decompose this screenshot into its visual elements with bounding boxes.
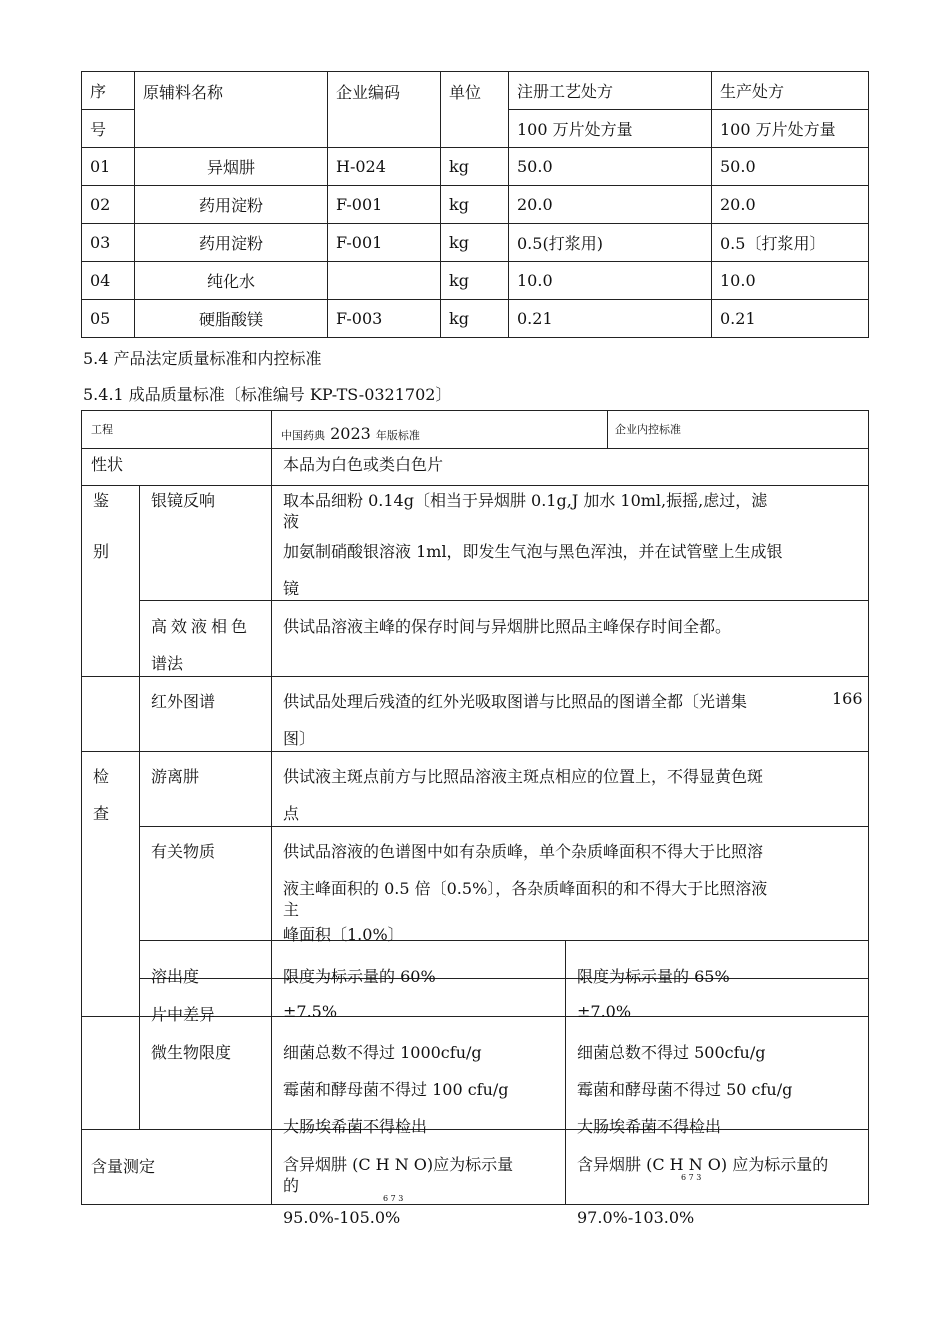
- table-row: [82, 224, 869, 262]
- header-unit: 单位: [441, 72, 509, 148]
- row-code: F-001: [328, 224, 441, 262]
- microbial-limit-label: 微生物限度: [151, 1043, 232, 1062]
- silver-mirror-line-2: 液: [283, 512, 300, 531]
- table-border: [81, 1129, 869, 1130]
- table-border: [139, 485, 140, 1129]
- appearance-text: 本品为白色或类白色片: [283, 455, 444, 474]
- header-production-recipe: 生产处方: [712, 72, 869, 110]
- spec-header-pharmacopoeia: [281, 424, 420, 443]
- row-name: 异烟肼: [135, 148, 328, 186]
- pharmacopoeia-year: 2023: [330, 424, 371, 443]
- row-prod: 50.0: [712, 148, 869, 186]
- table-border: [139, 826, 869, 827]
- assay-internal-subscripts: 6 7 3: [681, 1173, 702, 1182]
- row-reg: 10.0: [509, 262, 712, 300]
- table-row: [82, 300, 869, 338]
- table-border: [139, 940, 869, 941]
- row-no: 03: [82, 224, 135, 262]
- free-hydrazine-line-2: 点: [283, 804, 300, 823]
- pharmacopoeia-label: 中国药典: [281, 429, 325, 442]
- check-label-1: 检: [93, 767, 110, 786]
- microbial-internal-line-3: 大肠埃希菌不得检出: [577, 1117, 722, 1136]
- section-heading-5-4: 5.4 产品法定质量标准和内控标准: [83, 349, 322, 368]
- weight-variation-label: 片中差异: [151, 1005, 216, 1024]
- header-production-qty: 100 万片处方量: [712, 110, 869, 148]
- free-hydrazine-label: 游离肼: [151, 767, 200, 786]
- row-no: 02: [82, 186, 135, 224]
- related-substances-line-4: 峰面积〔1.0%〕: [283, 925, 404, 944]
- row-prod: 10.0: [712, 262, 869, 300]
- header-company-code: 企业编码: [328, 72, 441, 148]
- row-reg: 20.0: [509, 186, 712, 224]
- table-header-row: [82, 72, 869, 110]
- row-no: 04: [82, 262, 135, 300]
- row-name: 药用淀粉: [135, 224, 328, 262]
- microbial-internal-line-2: 霉菌和酵母菌不得过 50 cfu/g: [577, 1080, 793, 1099]
- row-unit: kg: [441, 300, 509, 338]
- row-reg: 0.21: [509, 300, 712, 338]
- row-reg: 0.5(打浆用): [509, 224, 712, 262]
- table-border: [565, 940, 566, 1205]
- assay-label: 含量测定: [91, 1157, 156, 1176]
- row-code: F-003: [328, 300, 441, 338]
- row-code: F-001: [328, 186, 441, 224]
- table-border: [868, 410, 869, 1205]
- silver-mirror-line-4: 镜: [283, 579, 300, 598]
- header-seq-cont: 号: [82, 110, 135, 148]
- related-substances-label: 有关物质: [151, 842, 216, 861]
- table-row: [82, 262, 869, 300]
- section-heading-5-4-1: 5.4.1 成品质量标准〔标准编号 KP-TS-0321702〕: [83, 385, 452, 404]
- header-registered-qty: 100 万片处方量: [509, 110, 712, 148]
- row-name: 硬脂酸镁: [135, 300, 328, 338]
- assay-pharm-line-1: 含异烟肼 (C H N O)应为标示量: [283, 1155, 514, 1174]
- identification-label-2: 别: [93, 542, 110, 561]
- microbial-pharm-line-3: 大肠埃希菌不得检出: [283, 1117, 428, 1136]
- dissolution-internal: 限度为标示量的 65%: [577, 967, 730, 986]
- table-border: [139, 978, 869, 979]
- table-border: [81, 410, 82, 1205]
- row-unit: kg: [441, 262, 509, 300]
- table-row: [82, 186, 869, 224]
- row-unit: kg: [441, 224, 509, 262]
- ir-line-1: 供试品处理后残渣的红外光吸取图谱与比照品的图谱全都〔光谱集: [283, 692, 748, 711]
- ir-line-2: 图〕: [283, 729, 316, 748]
- table-border: [139, 600, 869, 601]
- table-row: [82, 148, 869, 186]
- header-material-name: 原辅料名称: [135, 72, 328, 148]
- table-border: [81, 751, 869, 752]
- free-hydrazine-line-1: 供试液主斑点前方与比照品溶液主斑点相应的位置上，不得显黄色斑: [283, 767, 764, 786]
- spec-header-item: 工程: [91, 423, 113, 436]
- assay-pharm-line-2: 的: [283, 1176, 300, 1195]
- assay-pharm-range: 95.0%-105.0%: [283, 1208, 401, 1227]
- hplc-label-2: 谱法: [151, 654, 184, 673]
- assay-internal-range: 97.0%-103.0%: [577, 1208, 695, 1227]
- row-name: 纯化水: [135, 262, 328, 300]
- identification-label-1: 鉴: [93, 491, 110, 510]
- header-registered-recipe: 注册工艺处方: [509, 72, 712, 110]
- weight-variation-pharmacopoeia: ±7.5%: [283, 1002, 338, 1021]
- row-name: 药用淀粉: [135, 186, 328, 224]
- row-prod: 20.0: [712, 186, 869, 224]
- table-border: [81, 448, 869, 449]
- assay-pharm-subscripts: 6 7 3: [383, 1194, 404, 1203]
- row-unit: kg: [441, 186, 509, 224]
- ir-label: 红外图谱: [151, 692, 216, 711]
- row-prod: 0.5〔打浆用〕: [712, 224, 869, 262]
- header-seq: 序: [82, 72, 135, 110]
- table-border: [81, 485, 869, 486]
- microbial-internal-line-1: 细菌总数不得过 500cfu/g: [577, 1043, 766, 1062]
- appearance-label: 性状: [91, 455, 124, 474]
- row-code: H-024: [328, 148, 441, 186]
- microbial-pharm-line-2: 霉菌和酵母菌不得过 100 cfu/g: [283, 1080, 509, 1099]
- related-substances-line-1: 供试品溶液的色谱图中如有杂质峰，单个杂质峰面积不得大于比照溶: [283, 842, 764, 861]
- hplc-label-1: 高效液相色: [151, 617, 252, 636]
- row-reg: 50.0: [509, 148, 712, 186]
- weight-variation-internal: ±7.0%: [577, 1002, 632, 1021]
- table-border: [81, 676, 869, 677]
- silver-mirror-line-1: 取本品细粉 0.14g〔相当于异烟肼 0.1g,J 加水 10ml,振摇,虑过，滤: [283, 491, 768, 510]
- assay-internal-line-1: 含异烟肼 (C H N O) 应为标示量的: [577, 1155, 829, 1174]
- recipe-table: [81, 71, 869, 338]
- related-substances-line-2: 液主峰面积的 0.5 倍〔0.5%〕，各杂质峰面积的和不得大于比照溶液: [283, 879, 768, 898]
- related-substances-line-3: 主: [283, 900, 300, 919]
- row-code: [328, 262, 441, 300]
- dissolution-pharmacopoeia: 限度为标示量的 60%: [283, 967, 436, 986]
- pharmacopoeia-edition: 年版标准: [375, 429, 420, 442]
- table-border: [271, 410, 272, 1205]
- row-no: 05: [82, 300, 135, 338]
- spec-header-internal: 企业内控标准: [615, 423, 681, 436]
- table-border: [607, 410, 608, 448]
- dissolution-label: 溶出度: [151, 967, 200, 986]
- ir-spectrum-number: 166: [832, 689, 863, 708]
- hplc-text: 供试品溶液主峰的保存时间与异烟肼比照品主峰保存时间全都。: [283, 617, 732, 636]
- silver-mirror-label: 银镜反响: [151, 491, 216, 510]
- row-prod: 0.21: [712, 300, 869, 338]
- table-border: [81, 1204, 869, 1205]
- row-no: 01: [82, 148, 135, 186]
- microbial-pharm-line-1: 细菌总数不得过 1000cfu/g: [283, 1043, 482, 1062]
- silver-mirror-line-3: 加氨制硝酸银溶液 1ml，即发生气泡与黑色浑浊，并在试管壁上生成银: [283, 542, 783, 561]
- check-label-2: 查: [93, 804, 110, 823]
- table-border: [81, 410, 869, 411]
- row-unit: kg: [441, 148, 509, 186]
